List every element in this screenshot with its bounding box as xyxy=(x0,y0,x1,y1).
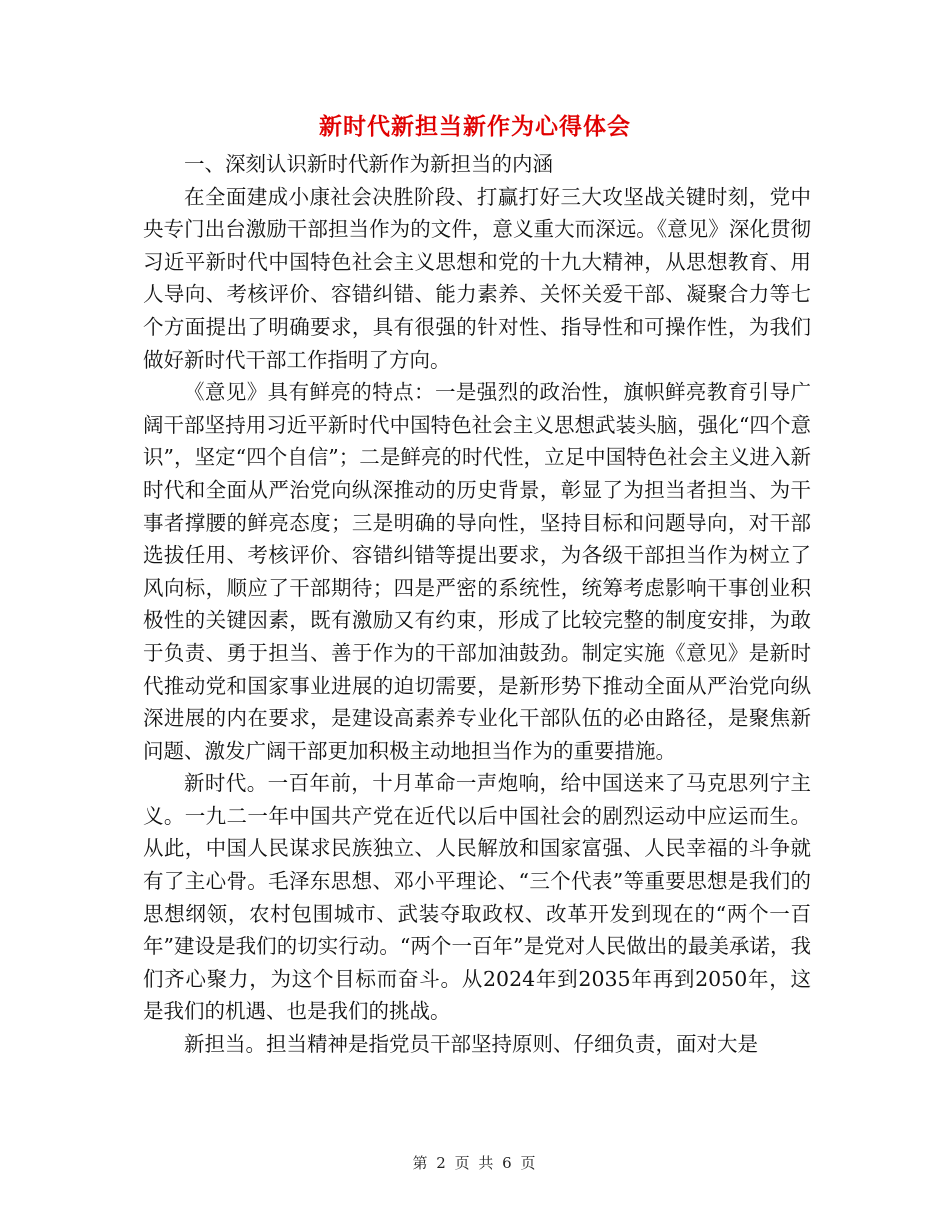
document-body xyxy=(143,148,811,1061)
paragraph-4: 新担当。担当精神是指党员干部坚持原则、仔细负责，面对大是 xyxy=(184,1032,758,1057)
section-heading: 一、深刻认识新时代新作为新担当的内涵 xyxy=(184,152,553,176)
paragraph-1: 在全面建成小康社会决胜阶段、打赢打好三大攻坚战关键时刻，党中央专门出台激励干部担当作为的文件，意义重大而深远。《意见》深化贯彻习近平新时代中国特色社会主义思想和党的十九大精神，从思想教育、用人导向、考核评价、容错纠错、能力素养、关怀关爱干部、凝聚合力等七个方面提出了明确要求，具有很强的针对性、指导性和可操作性，为我们做好新时代干部工作指明了方向。 xyxy=(143,184,811,372)
page-number-footer: 第 2 页 共 6 页 xyxy=(412,1154,538,1172)
document-title: 新时代新担当新作为心得体会 xyxy=(319,114,631,140)
paragraph-3: 新时代。一百年前，十月革命一声炮响，给中国送来了马克思列宁主义。一九二一年中国共产党在近代以后中国社会的剧烈运动中应运而生。从此，中国人民谋求民族独立、人民解放和国家富强、人民幸福的斗争就有了主心骨。毛泽东思想、邓小平理论、“三个代表”等重要思想是我们的思想纲领，农村包围城市、武装夺取政权、改革开发到现在的“两个一百年”建设是我们的切实行动。“两个一百年”是党对人民做出的最美承诺，我们齐心聚力，为这个目标而奋斗。从2024年到2035年再到2050年，这是我们的机遇、也是我们的挑战。 xyxy=(143,771,811,1024)
paragraph-2: 《意见》具有鲜亮的特点：一是强烈的政治性，旗帜鲜亮教育引导广阔干部坚持用习近平新时代中国特色社会主义思想武装头脑，强化“四个意识”，坚定“四个自信”；二是鲜亮的时代性，立足中国特色社会主义进入新时代和全面从严治党向纵深推动的历史背景，彰显了为担当者担当、为干事者撑腰的鲜亮态度；三是明确的导向性，坚持目标和问题导向，对干部选拔任用、考核评价、容错纠错等提出要求，为各级干部担当作为树立了风向标，顺应了干部期待；四是严密的系统性，统筹考虑影响干事创业积极性的关键因素，既有激励又有约束，形成了比较完整的制度安排，为敢于负责、勇于担当、善于作为的干部加油鼓劲。制定实施《意见》是新时代推动党和国家事业进展的迫切需要，是新形势下推动全面从严治党向纵深进展的内在要求，是建设高素养专业化干部队伍的必由路径，是聚焦新问题、激发广阔干部更加积极主动地担当作为的重要措施。 xyxy=(143,380,811,763)
